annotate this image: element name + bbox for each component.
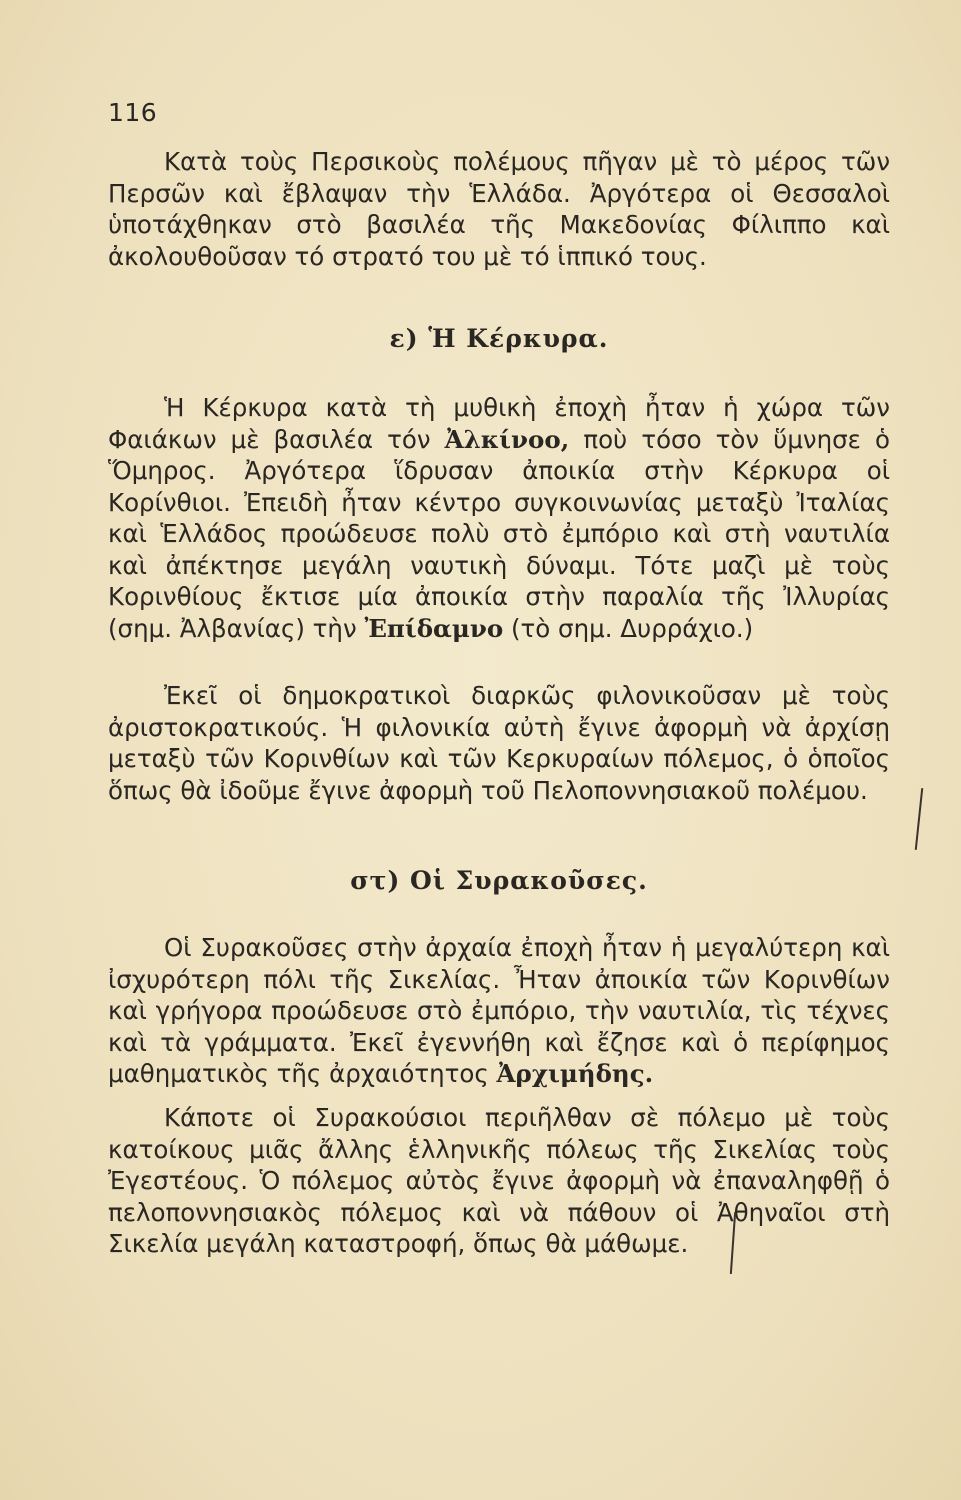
paragraph-syracuse (108, 932, 890, 1090)
page-number: 116 (108, 98, 158, 127)
paragraph-kerkyra-text-1: Ἡ Κέρκυρα κατὰ τὴ μυθικὴ ἐποχὴ ἦταν ἡ χώρα τῶν Φαιάκων μὲ βασιλέα τόν (108, 393, 890, 454)
pencil-mark-right (915, 788, 923, 850)
paragraph-kerkyra-text-2: ποὺ τόσο τὸν ὕμνησε ὁ Ὅμηρος. Ἀργότερα ἵδρυσαν ἀποικία στὴν Κέρκυρα οἱ Κορίνθιοι. Ἐπειδὴ ἦταν κέντρο συγκοινωνίας μεταξὺ Ἰταλίας καὶ Ἑλλάδος προώδευσε πολὺ στὸ ἐμπόριο καὶ στὴ ναυτιλία καὶ ἀπέκτησε μεγάλη ναυτικὴ δύναμι. Τότε μαζὶ μὲ τοὺς Κορινθίους ἔκτισε μία ἀποικία στὴν παραλία τῆς Ἰλλυρίας (σημ. Ἀλβανίας) τὴν (108, 424, 890, 643)
paragraph-kerkyra (108, 392, 890, 644)
paragraph-kerkyra-text-3: (τὸ σημ. Δυρράχιο.) (503, 613, 754, 643)
paragraph-thessalians: Κατὰ τοὺς Περσικοὺς πολέμους πῆγαν μὲ τὸ μέρος τῶν Περσῶν καὶ ἔβλαψαν τὴν Ἑλλάδα. Ἀργότερα οἱ Θεσσαλοὶ ὑποτάχθηκαν στὸ βασιλέα τῆς Μακεδονίας Φίλιππο καὶ ἀκολουθοῦσαν τό στρατό του μὲ τό ἱππικό τους. (108, 147, 890, 271)
paragraph-war: Κάποτε οἱ Συρακούσιοι περιῆλθαν σὲ πόλεμο μὲ τοὺς κατοίκους μιᾶς ἄλλης ἑλληνικῆς πόλεως τῆς Σικελίας τοὺς Ἐγεστέους. Ὁ πόλεμος αὐτὸς ἔγινε ἀφορμὴ νὰ ἐπαναληφθῇ ὁ πελοποννησιακὸς πόλεμος καὶ νὰ πάθουν οἱ Ἀθηναῖοι στὴ Σικελία μεγάλη καταστροφή, ὅπως θὰ μάθωμε. (108, 1103, 890, 1258)
paragraph-syracuse-text: Οἱ Συρακοῦσες στὴν ἀρχαία ἐποχὴ ἦταν ἡ μεγαλύτερη καὶ ἰσχυρότερη πόλι τῆς Σικελίας. Ἦταν ἀποικία τῶν Κορινθίων καὶ γρήγορα προώδευσε στὸ ἐμπόριο, τὴν ναυτιλία, τὶς τέχνες καὶ τὰ γράμματα. Ἐκεῖ ἐγεννήθη καὶ ἔζησε καὶ ὁ περίφημος μαθηματικὸς τῆς ἀρχαιότητος (108, 933, 890, 1088)
name-epidamnos: Ἐπίδαμνο (364, 613, 504, 643)
paragraph-democrats: Ἐκεῖ οἱ δημοκρατικοὶ διαρκῶς φιλονικοῦσαν μὲ τοὺς ἀριστοκρατικούς. Ἡ φιλονικία αὐτὴ ἔγινε ἀφορμὴ νὰ ἀρχίσῃ μεταξὺ τῶν Κορινθίων καὶ τῶν Κερκυραίων πόλεμος, ὁ ὁποῖος ὅπως θὰ ἰδοῦμε ἔγινε ἀφορμὴ τοῦ Πελοποννησιακοῦ πολέμου. (108, 681, 890, 805)
name-archimedes: Ἀρχιμήδης. (496, 1059, 654, 1088)
name-alkinoos: Ἀλκίνοο, (444, 424, 570, 454)
section-heading-kerkyra: ε) Ἡ Κέρκυρα. (389, 324, 609, 353)
section-heading-syracuse: στ) Οἱ Συρακοῦσες. (350, 866, 648, 895)
